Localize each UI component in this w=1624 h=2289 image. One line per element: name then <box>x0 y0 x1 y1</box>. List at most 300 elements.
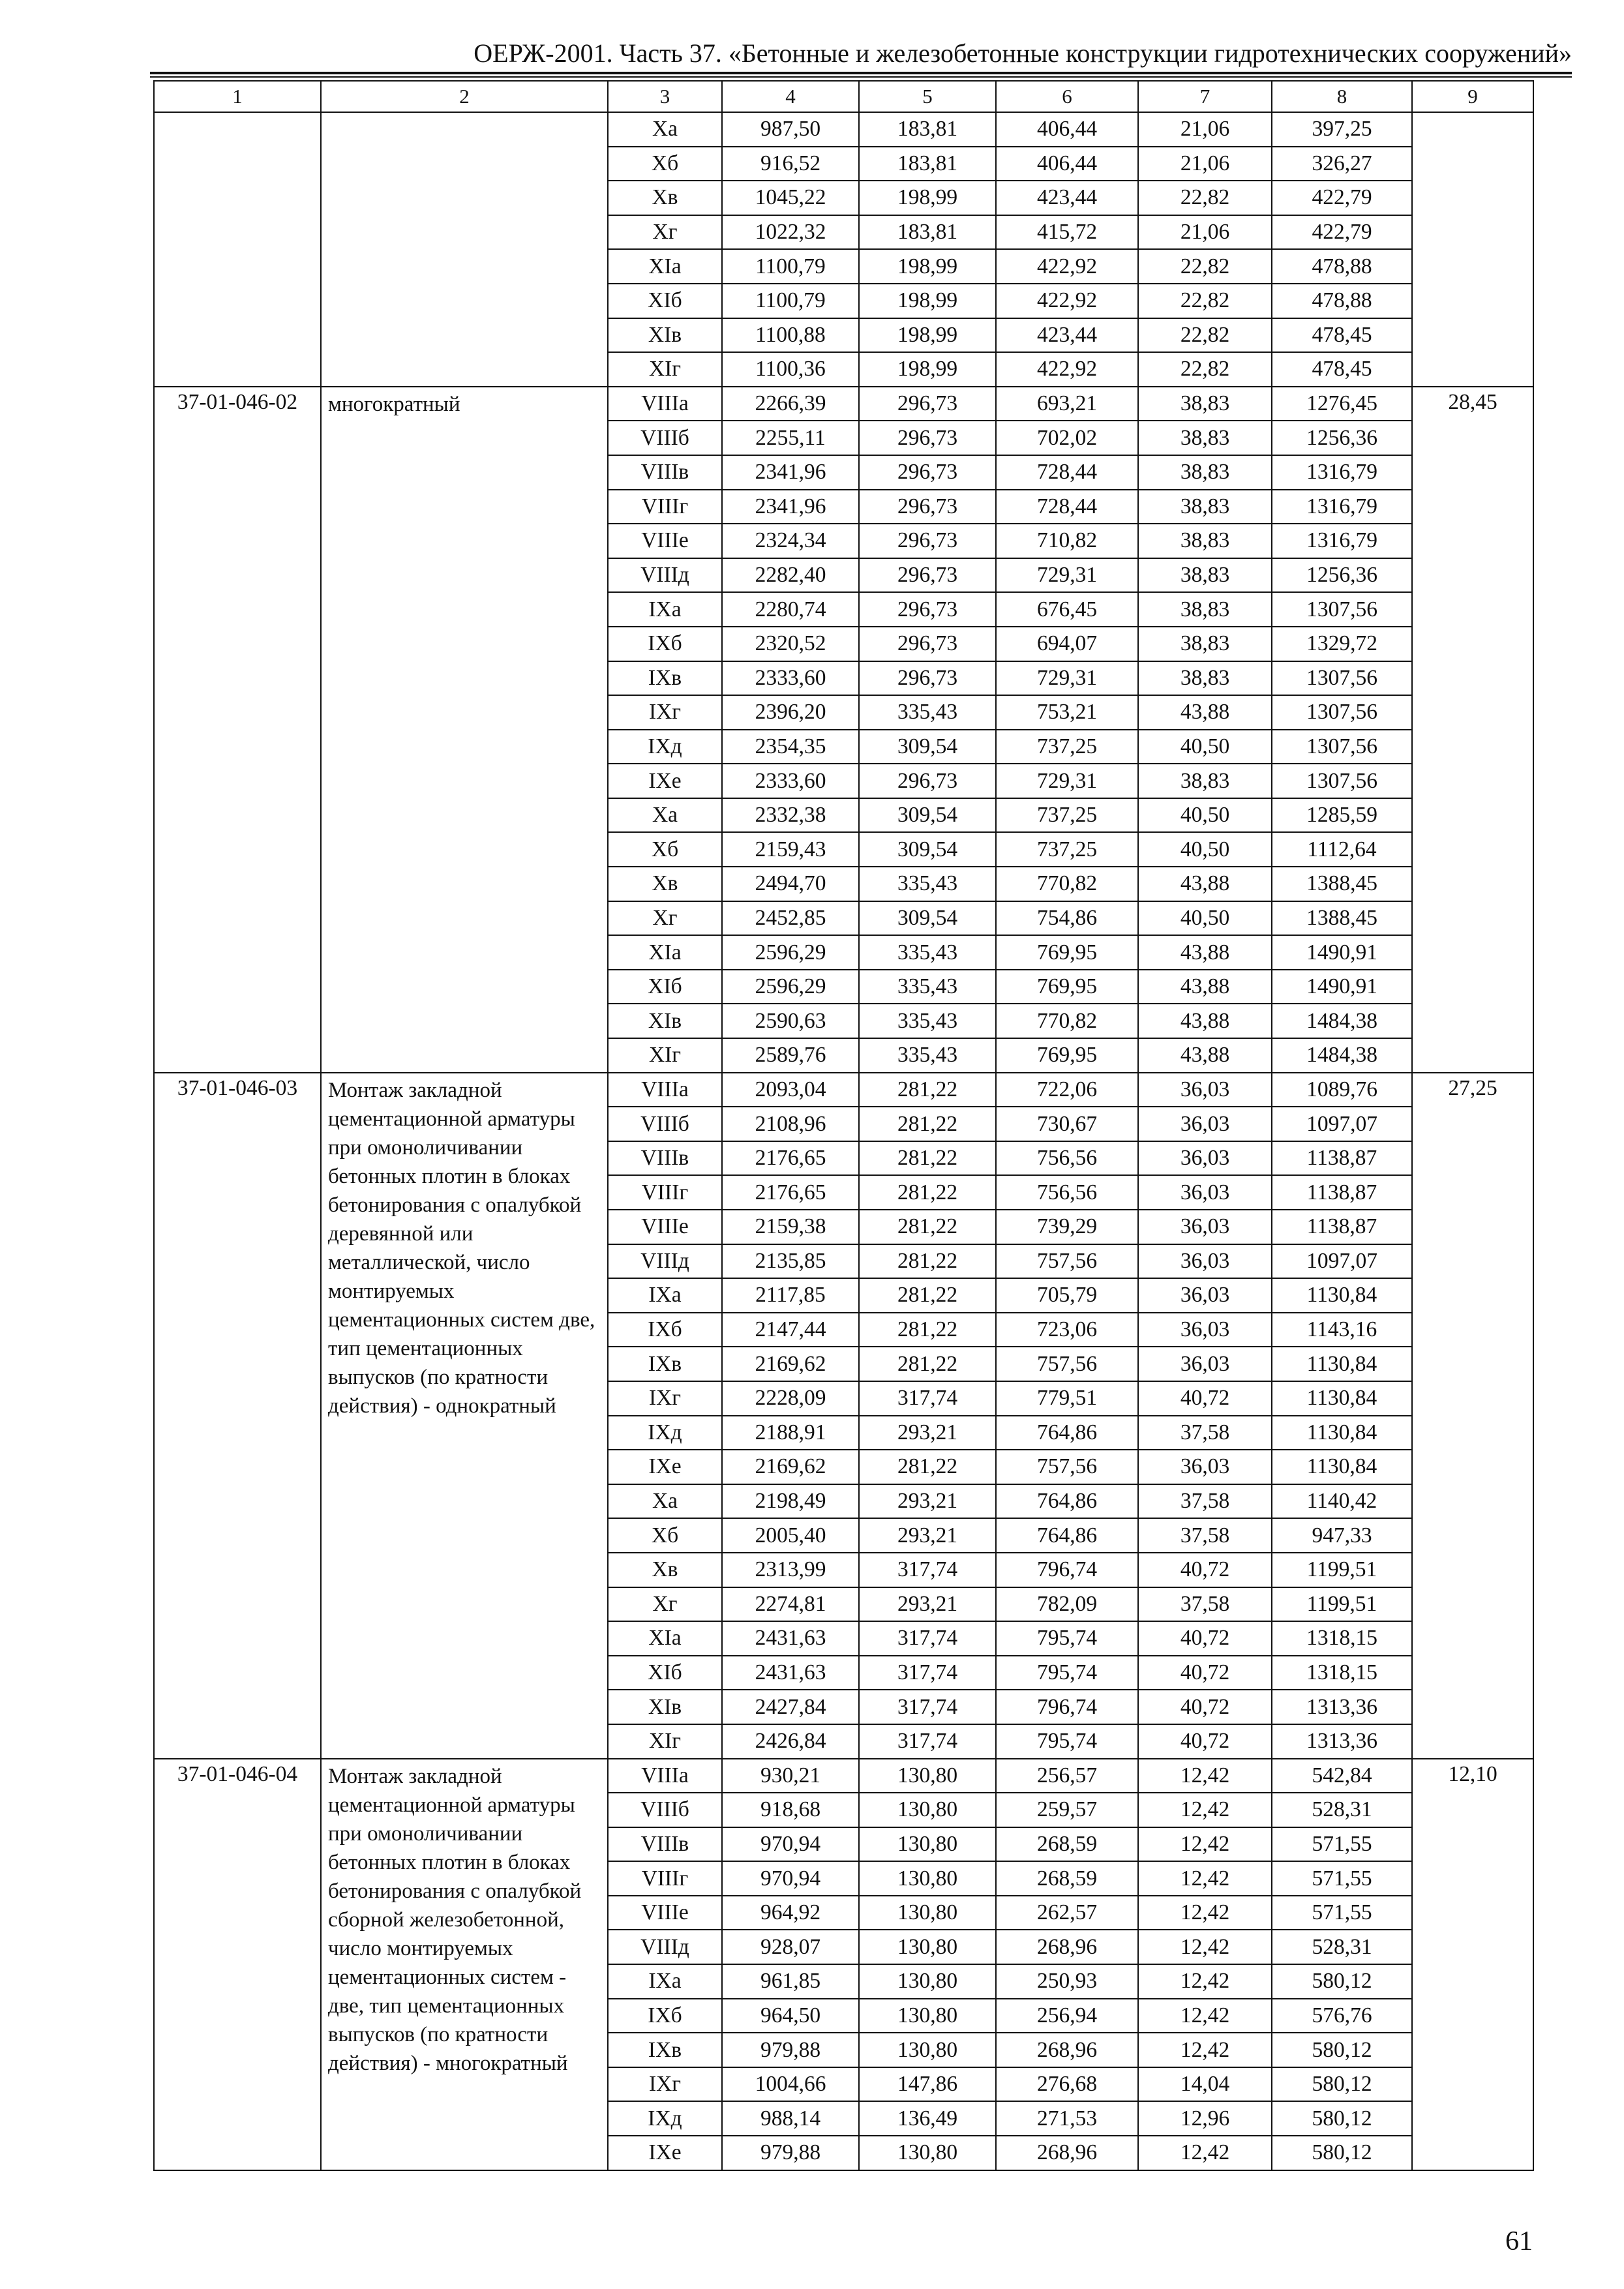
wages-cell: 136,49 <box>859 2101 996 2136</box>
materials-cell: 542,84 <box>1272 1759 1412 1793</box>
total-cost-cell: 970,94 <box>722 1861 859 1896</box>
header-rule <box>150 72 1572 74</box>
materials-cell: 1490,91 <box>1272 970 1412 1004</box>
norm-code-cell <box>154 112 321 387</box>
zone-cell: XIa <box>608 935 722 970</box>
wages-cell: 198,99 <box>859 318 996 353</box>
materials-cell: 1199,51 <box>1272 1587 1412 1622</box>
machinist-wages-cell: 37,58 <box>1138 1587 1272 1622</box>
machinist-wages-cell: 36,03 <box>1138 1210 1272 1244</box>
materials-cell: 571,55 <box>1272 1827 1412 1862</box>
machines-cell: 693,21 <box>996 387 1138 421</box>
machines-cell: 764,86 <box>996 1484 1138 1519</box>
total-cost-cell: 2159,43 <box>722 832 859 867</box>
wages-cell: 296,73 <box>859 592 996 627</box>
column-number: 1 <box>154 81 321 112</box>
materials-cell: 1307,56 <box>1272 661 1412 696</box>
total-cost-cell: 2427,84 <box>722 1690 859 1724</box>
total-cost-cell: 1022,32 <box>722 215 859 250</box>
machines-cell: 756,56 <box>996 1175 1138 1210</box>
total-cost-cell: 2117,85 <box>722 1278 859 1313</box>
wages-cell: 335,43 <box>859 695 996 730</box>
total-cost-cell: 2280,74 <box>722 592 859 627</box>
wages-cell: 335,43 <box>859 935 996 970</box>
wages-cell: 281,22 <box>859 1210 996 1244</box>
zone-cell: IXa <box>608 1278 722 1313</box>
zone-cell: Xг <box>608 901 722 936</box>
zone-cell: Xв <box>608 1553 722 1587</box>
materials-cell: 1130,84 <box>1272 1347 1412 1381</box>
materials-cell: 528,31 <box>1272 1930 1412 1964</box>
materials-cell: 576,76 <box>1272 1999 1412 2033</box>
machines-cell: 268,96 <box>996 2033 1138 2067</box>
header-rule-thin <box>150 76 1572 78</box>
machines-cell: 256,94 <box>996 1999 1138 2033</box>
wages-cell: 293,21 <box>859 1484 996 1519</box>
norm-code-cell: 37-01-046-02 <box>154 387 321 1073</box>
zone-cell: XIв <box>608 1004 722 1038</box>
wages-cell: 183,81 <box>859 215 996 250</box>
materials-cell: 1318,15 <box>1272 1656 1412 1690</box>
machinist-wages-cell: 36,03 <box>1138 1244 1272 1279</box>
total-cost-cell: 979,88 <box>722 2033 859 2067</box>
machines-cell: 757,56 <box>996 1244 1138 1279</box>
wages-cell: 309,54 <box>859 832 996 867</box>
machinist-wages-cell: 38,83 <box>1138 421 1272 455</box>
total-cost-cell: 2332,38 <box>722 798 859 833</box>
materials-cell: 1138,87 <box>1272 1175 1412 1210</box>
zone-cell: IXг <box>608 1381 722 1416</box>
machines-cell: 705,79 <box>996 1278 1138 1313</box>
machines-cell: 730,67 <box>996 1107 1138 1141</box>
materials-cell: 1490,91 <box>1272 935 1412 970</box>
wages-cell: 335,43 <box>859 1038 996 1073</box>
machines-cell: 262,57 <box>996 1896 1138 1930</box>
zone-cell: IXб <box>608 1999 722 2033</box>
norm-description-cell: Монтаж закладной цементационной арматуры при омоноличивании бетонных плотин в блоках бетонирования с опалубкой сборной железобетонной, число монтируемых цементационных систем - две, тип цементационных выпусков (по кратности действия) - многократный <box>321 1759 608 2170</box>
machines-cell: 764,86 <box>996 1416 1138 1450</box>
zone-cell: Xб <box>608 1518 722 1553</box>
total-cost-cell: 2494,70 <box>722 867 859 901</box>
machinist-wages-cell: 12,96 <box>1138 2101 1272 2136</box>
wages-cell: 296,73 <box>859 764 996 798</box>
machinist-wages-cell: 40,72 <box>1138 1690 1272 1724</box>
wages-cell: 183,81 <box>859 147 996 181</box>
total-cost-cell: 970,94 <box>722 1827 859 1862</box>
materials-cell: 1484,38 <box>1272 1004 1412 1038</box>
total-cost-cell: 2333,60 <box>722 764 859 798</box>
machines-cell: 737,25 <box>996 832 1138 867</box>
column-number: 6 <box>996 81 1138 112</box>
materials-cell: 1130,84 <box>1272 1381 1412 1416</box>
machinist-wages-cell: 40,72 <box>1138 1724 1272 1759</box>
zone-cell: IXa <box>608 1964 722 1999</box>
zone-cell: IXa <box>608 592 722 627</box>
column-number: 5 <box>859 81 996 112</box>
machinist-wages-cell: 12,42 <box>1138 1896 1272 1930</box>
machinist-wages-cell: 12,42 <box>1138 1999 1272 2033</box>
machines-cell: 276,68 <box>996 2067 1138 2102</box>
norm-description-cell: многократный <box>321 387 608 1073</box>
materials-cell: 1256,36 <box>1272 558 1412 593</box>
materials-cell: 1313,36 <box>1272 1690 1412 1724</box>
machinist-wages-cell: 40,50 <box>1138 901 1272 936</box>
zone-cell: VIIIa <box>608 1759 722 1793</box>
machines-cell: 728,44 <box>996 455 1138 490</box>
materials-cell: 580,12 <box>1272 1964 1412 1999</box>
materials-cell: 1199,51 <box>1272 1553 1412 1587</box>
wages-cell: 309,54 <box>859 901 996 936</box>
column-number: 3 <box>608 81 722 112</box>
machines-cell: 795,74 <box>996 1724 1138 1759</box>
zone-cell: XIг <box>608 1038 722 1073</box>
zone-cell: IXв <box>608 1347 722 1381</box>
machinist-wages-cell: 12,42 <box>1138 1759 1272 1793</box>
zone-cell: VIIIг <box>608 1861 722 1896</box>
machinist-wages-cell: 43,88 <box>1138 970 1272 1004</box>
materials-cell: 1307,56 <box>1272 592 1412 627</box>
total-cost-cell: 2426,84 <box>722 1724 859 1759</box>
zone-cell: Xв <box>608 181 722 215</box>
table-body <box>154 81 1533 2170</box>
machines-cell: 769,95 <box>996 935 1138 970</box>
wages-cell: 130,80 <box>859 1930 996 1964</box>
zone-cell: VIIIд <box>608 558 722 593</box>
total-cost-cell: 2341,96 <box>722 490 859 524</box>
machines-cell: 729,31 <box>996 661 1138 696</box>
machinist-wages-cell: 38,83 <box>1138 558 1272 593</box>
machines-cell: 259,57 <box>996 1793 1138 1827</box>
column-number: 4 <box>722 81 859 112</box>
machines-cell: 757,56 <box>996 1347 1138 1381</box>
machines-cell: 268,59 <box>996 1827 1138 1862</box>
wages-cell: 296,73 <box>859 627 996 661</box>
machinist-wages-cell: 38,83 <box>1138 661 1272 696</box>
norms-table <box>153 80 1534 2171</box>
total-cost-cell: 2452,85 <box>722 901 859 936</box>
zone-cell: VIIIб <box>608 421 722 455</box>
total-cost-cell: 2431,63 <box>722 1621 859 1656</box>
machines-cell: 795,74 <box>996 1656 1138 1690</box>
machinist-wages-cell: 12,42 <box>1138 2033 1272 2067</box>
table-row <box>154 387 1533 421</box>
machinist-wages-cell: 43,88 <box>1138 1004 1272 1038</box>
wages-cell: 335,43 <box>859 1004 996 1038</box>
machinist-wages-cell: 36,03 <box>1138 1141 1272 1176</box>
machines-cell: 769,95 <box>996 1038 1138 1073</box>
wages-cell: 281,22 <box>859 1175 996 1210</box>
machinist-wages-cell: 38,83 <box>1138 455 1272 490</box>
wages-cell: 296,73 <box>859 558 996 593</box>
wages-cell: 281,22 <box>859 1278 996 1313</box>
total-cost-cell: 1004,66 <box>722 2067 859 2102</box>
total-cost-cell: 2135,85 <box>722 1244 859 1279</box>
zone-cell: IXг <box>608 695 722 730</box>
total-cost-cell: 988,14 <box>722 2101 859 2136</box>
total-cost-cell: 2188,91 <box>722 1416 859 1450</box>
wages-cell: 281,22 <box>859 1073 996 1107</box>
zone-cell: XIa <box>608 249 722 284</box>
machines-cell: 779,51 <box>996 1381 1138 1416</box>
total-cost-cell: 2228,09 <box>722 1381 859 1416</box>
machines-cell: 796,74 <box>996 1690 1138 1724</box>
materials-cell: 478,45 <box>1272 318 1412 353</box>
total-cost-cell: 2596,29 <box>722 935 859 970</box>
machinist-wages-cell: 37,58 <box>1138 1518 1272 1553</box>
materials-cell: 1313,36 <box>1272 1724 1412 1759</box>
machinist-wages-cell: 38,83 <box>1138 764 1272 798</box>
machinist-wages-cell: 12,42 <box>1138 1827 1272 1862</box>
norm-description-cell <box>321 112 608 387</box>
materials-cell: 1089,76 <box>1272 1073 1412 1107</box>
wages-cell: 198,99 <box>859 284 996 318</box>
total-cost-cell: 1100,79 <box>722 284 859 318</box>
machinist-wages-cell: 37,58 <box>1138 1484 1272 1519</box>
machines-cell: 250,93 <box>996 1964 1138 1999</box>
machinist-wages-cell: 36,03 <box>1138 1107 1272 1141</box>
zone-cell: VIIIa <box>608 387 722 421</box>
wages-cell: 335,43 <box>859 867 996 901</box>
machinist-wages-cell: 36,03 <box>1138 1278 1272 1313</box>
wages-cell: 281,22 <box>859 1347 996 1381</box>
machines-cell: 694,07 <box>996 627 1138 661</box>
machinist-wages-cell: 12,42 <box>1138 1793 1272 1827</box>
machines-cell: 728,44 <box>996 490 1138 524</box>
total-cost-cell: 1100,79 <box>722 249 859 284</box>
machines-cell: 722,06 <box>996 1073 1138 1107</box>
machinist-wages-cell: 43,88 <box>1138 935 1272 970</box>
machinist-wages-cell: 21,06 <box>1138 112 1272 147</box>
total-cost-cell: 1100,36 <box>722 352 859 387</box>
total-cost-cell: 918,68 <box>722 1793 859 1827</box>
zone-cell: IXе <box>608 764 722 798</box>
wages-cell: 293,21 <box>859 1587 996 1622</box>
machinist-wages-cell: 12,42 <box>1138 1861 1272 1896</box>
wages-cell: 281,22 <box>859 1313 996 1347</box>
machines-cell: 702,02 <box>996 421 1138 455</box>
materials-cell: 478,88 <box>1272 284 1412 318</box>
wages-cell: 296,73 <box>859 524 996 558</box>
total-cost-cell: 2169,62 <box>722 1450 859 1484</box>
machines-cell: 406,44 <box>996 112 1138 147</box>
machinist-wages-cell: 40,50 <box>1138 832 1272 867</box>
wages-cell: 281,22 <box>859 1141 996 1176</box>
machines-cell: 422,92 <box>996 284 1138 318</box>
machines-cell: 710,82 <box>996 524 1138 558</box>
total-cost-cell: 2108,96 <box>722 1107 859 1141</box>
zone-cell: VIIIв <box>608 1827 722 1862</box>
total-cost-cell: 916,52 <box>722 147 859 181</box>
materials-cell: 947,33 <box>1272 1518 1412 1553</box>
machinist-wages-cell: 40,50 <box>1138 730 1272 764</box>
machines-cell: 737,25 <box>996 798 1138 833</box>
zone-cell: XIв <box>608 318 722 353</box>
materials-cell: 1097,07 <box>1272 1107 1412 1141</box>
machinist-wages-cell: 40,72 <box>1138 1381 1272 1416</box>
machines-cell: 676,45 <box>996 592 1138 627</box>
wages-cell: 317,74 <box>859 1656 996 1690</box>
machinist-wages-cell: 12,42 <box>1138 1930 1272 1964</box>
materials-cell: 326,27 <box>1272 147 1412 181</box>
wages-cell: 317,74 <box>859 1690 996 1724</box>
machinist-wages-cell: 38,83 <box>1138 490 1272 524</box>
wages-cell: 130,80 <box>859 1827 996 1862</box>
zone-cell: IXд <box>608 730 722 764</box>
materials-cell: 1130,84 <box>1272 1450 1412 1484</box>
materials-cell: 422,79 <box>1272 181 1412 215</box>
machines-cell: 256,57 <box>996 1759 1138 1793</box>
machinist-wages-cell: 40,72 <box>1138 1621 1272 1656</box>
table-row <box>154 112 1533 147</box>
machinist-wages-cell: 36,03 <box>1138 1313 1272 1347</box>
machines-cell: 739,29 <box>996 1210 1138 1244</box>
machinist-wages-cell: 22,82 <box>1138 284 1272 318</box>
zone-cell: VIIIе <box>608 1210 722 1244</box>
materials-cell: 1316,79 <box>1272 490 1412 524</box>
total-cost-cell: 2590,63 <box>722 1004 859 1038</box>
zone-cell: IXб <box>608 1313 722 1347</box>
column-number-row <box>154 81 1533 112</box>
wages-cell: 309,54 <box>859 798 996 833</box>
column-number: 8 <box>1272 81 1412 112</box>
machinist-wages-cell: 22,82 <box>1138 352 1272 387</box>
machines-cell: 729,31 <box>996 764 1138 798</box>
wages-cell: 317,74 <box>859 1621 996 1656</box>
table-row <box>154 1073 1533 1107</box>
machines-cell: 764,86 <box>996 1518 1138 1553</box>
zone-cell: IXв <box>608 2033 722 2067</box>
machinist-wages-cell: 43,88 <box>1138 1038 1272 1073</box>
machinist-wages-cell: 22,82 <box>1138 318 1272 353</box>
wages-cell: 293,21 <box>859 1416 996 1450</box>
zone-cell: IXе <box>608 1450 722 1484</box>
total-cost-cell: 2274,81 <box>722 1587 859 1622</box>
materials-cell: 1256,36 <box>1272 421 1412 455</box>
machinist-wages-cell: 38,83 <box>1138 627 1272 661</box>
machinist-wages-cell: 22,82 <box>1138 181 1272 215</box>
materials-cell: 1138,87 <box>1272 1141 1412 1176</box>
total-cost-cell: 2266,39 <box>722 387 859 421</box>
machinist-wages-cell: 37,58 <box>1138 1416 1272 1450</box>
zone-cell: IXг <box>608 2067 722 2102</box>
wages-cell: 293,21 <box>859 1518 996 1553</box>
total-cost-cell: 2198,49 <box>722 1484 859 1519</box>
materials-cell: 1130,84 <box>1272 1278 1412 1313</box>
machines-cell: 268,96 <box>996 2136 1138 2170</box>
zone-cell: Xб <box>608 147 722 181</box>
machinist-wages-cell: 36,03 <box>1138 1073 1272 1107</box>
wages-cell: 317,74 <box>859 1724 996 1759</box>
wages-cell: 335,43 <box>859 970 996 1004</box>
machinist-wages-cell: 36,03 <box>1138 1347 1272 1381</box>
wages-cell: 296,73 <box>859 387 996 421</box>
materials-cell: 571,55 <box>1272 1861 1412 1896</box>
zone-cell: XIa <box>608 1621 722 1656</box>
zone-cell: VIIIб <box>608 1107 722 1141</box>
column-number: 2 <box>321 81 608 112</box>
materials-cell: 1318,15 <box>1272 1621 1412 1656</box>
materials-cell: 478,88 <box>1272 249 1412 284</box>
machines-cell: 757,56 <box>996 1450 1138 1484</box>
labor-cost-cell <box>1412 112 1533 387</box>
wages-cell: 296,73 <box>859 661 996 696</box>
machinist-wages-cell: 21,06 <box>1138 215 1272 250</box>
zone-cell: VIIIг <box>608 1175 722 1210</box>
total-cost-cell: 2596,29 <box>722 970 859 1004</box>
total-cost-cell: 1045,22 <box>722 181 859 215</box>
materials-cell: 1316,79 <box>1272 524 1412 558</box>
zone-cell: Xa <box>608 1484 722 1519</box>
zone-cell: VIIIг <box>608 490 722 524</box>
wages-cell: 198,99 <box>859 352 996 387</box>
materials-cell: 528,31 <box>1272 1793 1412 1827</box>
zone-cell: IXд <box>608 2101 722 2136</box>
materials-cell: 1484,38 <box>1272 1038 1412 1073</box>
wages-cell: 130,80 <box>859 1999 996 2033</box>
zone-cell: VIIIд <box>608 1244 722 1279</box>
materials-cell: 1140,42 <box>1272 1484 1412 1519</box>
column-number: 9 <box>1412 81 1533 112</box>
wages-cell: 130,80 <box>859 2033 996 2067</box>
wages-cell: 309,54 <box>859 730 996 764</box>
machinist-wages-cell: 38,83 <box>1138 524 1272 558</box>
machines-cell: 423,44 <box>996 318 1138 353</box>
machines-cell: 754,86 <box>996 901 1138 936</box>
wages-cell: 130,80 <box>859 1861 996 1896</box>
machinist-wages-cell: 43,88 <box>1138 695 1272 730</box>
machines-cell: 770,82 <box>996 1004 1138 1038</box>
page-header-title: ОЕРЖ-2001. Часть 37. «Бетонные и железобетонные конструкции гидротехнических сооружений» <box>474 38 1572 68</box>
machinist-wages-cell: 36,03 <box>1138 1175 1272 1210</box>
materials-cell: 1307,56 <box>1272 730 1412 764</box>
machines-cell: 729,31 <box>996 558 1138 593</box>
wages-cell: 317,74 <box>859 1553 996 1587</box>
machines-cell: 769,95 <box>996 970 1138 1004</box>
zone-cell: XIг <box>608 352 722 387</box>
total-cost-cell: 961,85 <box>722 1964 859 1999</box>
machines-cell: 782,09 <box>996 1587 1138 1622</box>
materials-cell: 1388,45 <box>1272 901 1412 936</box>
machinist-wages-cell: 21,06 <box>1138 147 1272 181</box>
labor-cost-cell: 27,25 <box>1412 1073 1533 1759</box>
zone-cell: IXв <box>608 661 722 696</box>
total-cost-cell: 2313,99 <box>722 1553 859 1587</box>
total-cost-cell: 979,88 <box>722 2136 859 2170</box>
machines-cell: 795,74 <box>996 1621 1138 1656</box>
machines-cell: 422,92 <box>996 352 1138 387</box>
zone-cell: VIIIв <box>608 455 722 490</box>
zone-cell: VIIIa <box>608 1073 722 1107</box>
wages-cell: 281,22 <box>859 1244 996 1279</box>
machines-cell: 268,96 <box>996 1930 1138 1964</box>
materials-cell: 1138,87 <box>1272 1210 1412 1244</box>
wages-cell: 130,80 <box>859 1964 996 1999</box>
materials-cell: 580,12 <box>1272 2101 1412 2136</box>
machines-cell: 756,56 <box>996 1141 1138 1176</box>
machines-cell: 737,25 <box>996 730 1138 764</box>
total-cost-cell: 2169,62 <box>722 1347 859 1381</box>
zone-cell: Xб <box>608 832 722 867</box>
machines-cell: 422,92 <box>996 249 1138 284</box>
machinist-wages-cell: 40,72 <box>1138 1553 1272 1587</box>
zone-cell: IXб <box>608 627 722 661</box>
total-cost-cell: 2320,52 <box>722 627 859 661</box>
wages-cell: 296,73 <box>859 421 996 455</box>
wages-cell: 130,80 <box>859 1793 996 1827</box>
materials-cell: 1307,56 <box>1272 764 1412 798</box>
total-cost-cell: 2341,96 <box>722 455 859 490</box>
table-row <box>154 1759 1533 1793</box>
